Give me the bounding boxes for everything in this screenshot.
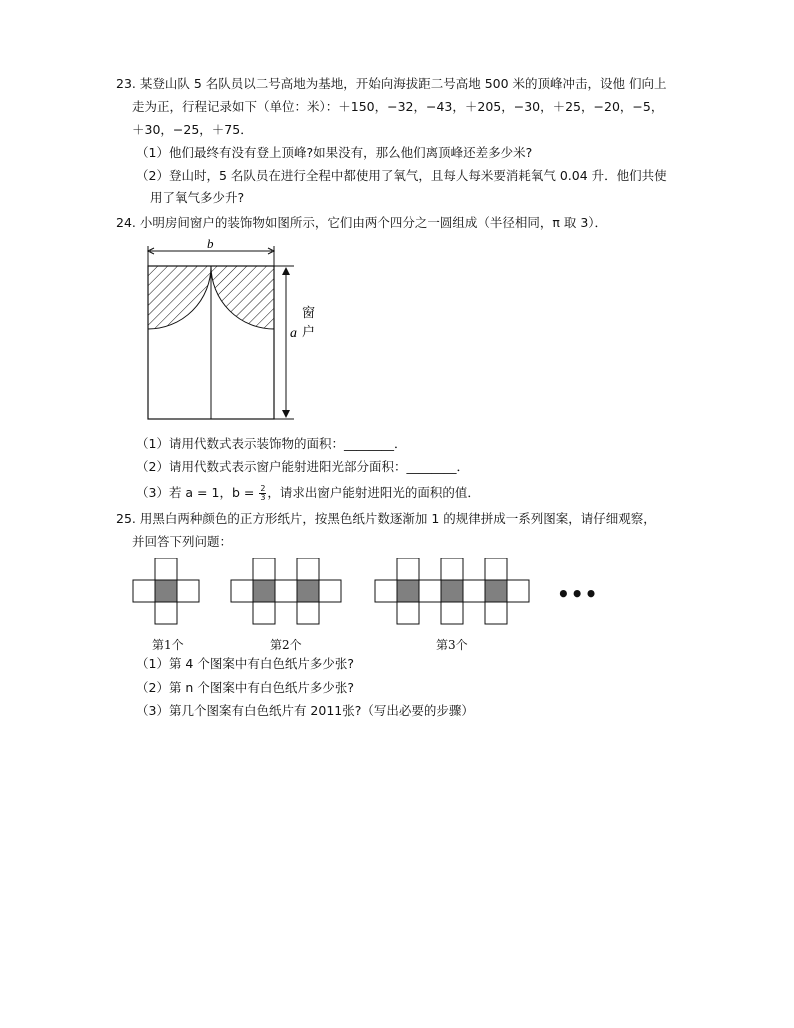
label-window-2: 户 — [302, 325, 316, 340]
q24-sub3: （3）若 a = 1，b = $\frac{2}{3}$ ，请求出窗户能射进阳光的面积的值． — [136, 484, 480, 502]
pattern-1 — [132, 558, 202, 628]
label-b: b — [207, 238, 214, 251]
fraction-two-thirds: $\frac{2}{3}$ — [260, 484, 266, 502]
label-a: a — [290, 326, 297, 341]
q23-line1: 23. 某登山队 5 名队员以二号高地为基地，开始向海拔距二号高地 500 米的顶峰冲击，设他 们向上 — [116, 76, 667, 91]
q23-sub2a: （2）登山时，5 名队员在进行全程中都使用了氧气，且每人每米要消耗氧气 0.04 升．他们共使 — [136, 168, 667, 183]
pattern-3 — [374, 558, 534, 628]
label-window-1: 窗 — [302, 306, 316, 321]
decoration-right — [211, 266, 274, 329]
caption-2: 第2个 — [270, 638, 302, 652]
pattern-2 — [230, 558, 345, 628]
q25-sub1: （1）第 4 个图案中有白色纸片多少张? — [136, 656, 354, 671]
q23-line2: 走为正，行程记录如下（单位：米）：＋150，−32，−43，＋205，−30，＋25，−20，−5， — [132, 99, 664, 114]
q25-title1: 25. 用黑白两种颜色的正方形纸片，按黑色纸片数逐渐加 1 的规律拼成一系列图案，请仔细观察， — [116, 511, 656, 526]
q24-title: 24. 小明房间窗户的装饰物如图所示，它们由两个四分之一圆组成（半径相同，π 取 3）． — [116, 215, 608, 230]
q24-sub2: （2）请用代数式表示窗户能射进阳光部分面积：________． — [136, 459, 469, 474]
caption-1: 第1个 — [152, 638, 184, 652]
q23-sub1: （1）他们最终有没有登上顶峰?如果没有，那么他们离顶峰还差多少米? — [136, 145, 533, 160]
decoration-left — [148, 266, 211, 329]
q25-sub3: （3）第几个图案有白色纸片有 2011张?（写出必要的步骤） — [136, 703, 474, 718]
caption-3: 第3个 — [436, 638, 468, 652]
q23-line3: ＋30，−25，＋75． — [132, 122, 253, 137]
q25-sub2: （2）第 n 个图案中有白色纸片多少张? — [136, 680, 354, 695]
continuation-dots: ••• — [557, 582, 599, 606]
q23-sub2b: 用了氧气多少升? — [150, 190, 245, 205]
q24-sub1: （1）请用代数式表示装饰物的面积：________． — [136, 436, 407, 451]
window-figure — [136, 238, 316, 424]
q25-title2: 并回答下列问题： — [132, 534, 233, 549]
